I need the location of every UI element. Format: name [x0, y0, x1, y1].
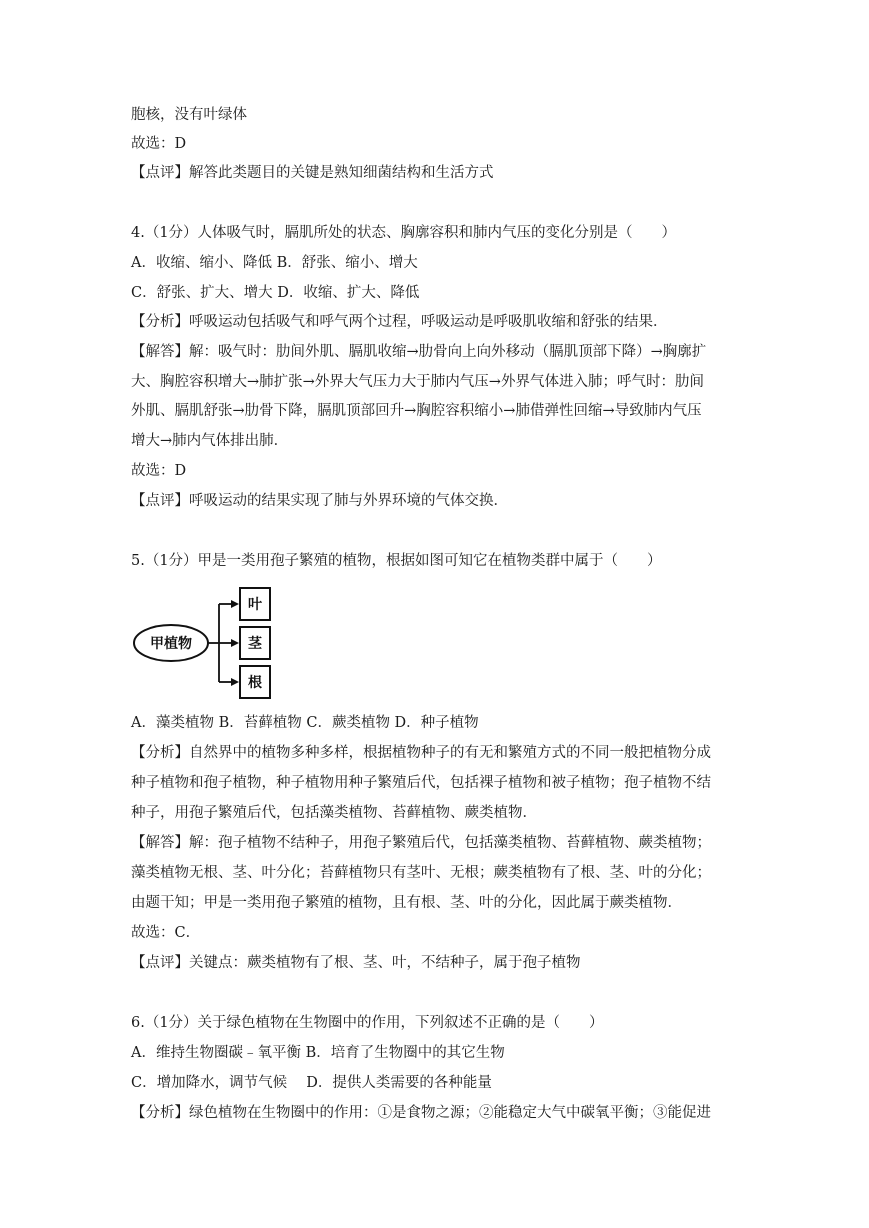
options-line: C．增加降水，调节气候 D．提供人类需要的各种能量	[131, 1075, 492, 1091]
plant-structure-diagram	[131, 584, 291, 702]
leaf-label: 叶	[248, 597, 262, 613]
question-6: 6.（1分）关于绿色植物在生物圈中的作用，下列叙述不正确的是（ ）	[131, 1015, 604, 1031]
answer-line: 故选：C．	[131, 925, 201, 941]
solution-line: 【解答】解：吸气时：肋间外肌、膈肌收缩→肋骨向上向外移动（膈肌顶部下降）→胸廓扩	[131, 344, 707, 360]
comment-line: 【点评】关键点：蕨类植物有了根、茎、叶，不结种子，属于孢子植物	[131, 955, 581, 971]
analysis-line: 【分析】呼吸运动包括吸气和呼气两个过程，呼吸运动是呼吸肌收缩和舒张的结果．	[131, 314, 668, 330]
solution-line: 【解答】解：孢子植物不结种子，用孢子繁殖后代，包括藻类植物、苔藓植物、蕨类植物；	[131, 835, 711, 851]
text-line: 胞核，没有叶绿体	[131, 107, 247, 123]
solution-line: 大、胸腔容积增大→肺扩张→外界大气压力大于肺内气压→外界气体进入肺；呼气时：肋间	[131, 374, 704, 390]
stem-label: 茎	[248, 636, 262, 652]
root-label-box: 根	[248, 675, 262, 691]
comment-line: 【点评】解答此类题目的关键是熟知细菌结构和生活方式	[131, 165, 494, 181]
analysis-line: 种子，用孢子繁殖后代，包括藻类植物、苔藓植物、蕨类植物．	[131, 805, 537, 821]
solution-line: 增大→肺内气体排出肺．	[131, 433, 289, 449]
answer-line: 故选：D	[131, 463, 187, 479]
solution-line: 外肌、膈肌舒张→肋骨下降，膈肌顶部回升→胸腔容积缩小→肺借弹性回缩→导致肺内气压	[131, 403, 702, 419]
question-5: 5.（1分）甲是一类用孢子繁殖的植物，根据如图可知它在植物类群中属于（ ）	[131, 553, 662, 569]
analysis-line: 【分析】绿色植物在生物圈中的作用：①是食物之源；②能稳定大气中碳氧平衡；③能促进	[131, 1105, 711, 1121]
question-4: 4.（1分）人体吸气时，膈肌所处的状态、胸廓容积和肺内气压的变化分别是（ ）	[131, 225, 677, 241]
root-label: 甲植物	[150, 636, 192, 652]
solution-line: 藻类植物无根、茎、叶分化；苔藓植物只有茎叶、无根；蕨类植物有了根、茎、叶的分化；	[131, 865, 711, 881]
options-line: C．舒张、扩大、增大 D．收缩、扩大、降低	[131, 285, 420, 301]
analysis-line: 【分析】自然界中的植物多种多样，根据植物种子的有无和繁殖方式的不同一般把植物分成	[131, 745, 711, 761]
options-line: A．藻类植物 B．苔藓植物 C．蕨类植物 D．种子植物	[131, 715, 479, 731]
comment-line: 【点评】呼吸运动的结果实现了肺与外界环境的气体交换．	[131, 493, 508, 509]
solution-line: 由题干知；甲是一类用孢子繁殖的植物，且有根、茎、叶的分化，因此属于蕨类植物．	[131, 895, 682, 911]
options-line: A．收缩、缩小、降低 B．舒张、缩小、增大	[131, 255, 418, 271]
answer-line: 故选：D	[131, 136, 187, 152]
options-line: A．维持生物圈碳﹣氧平衡 B．培育了生物圈中的其它生物	[131, 1045, 505, 1061]
analysis-line: 种子植物和孢子植物，种子植物用种子繁殖后代，包括裸子植物和被子植物；孢子植物不结	[131, 775, 711, 791]
